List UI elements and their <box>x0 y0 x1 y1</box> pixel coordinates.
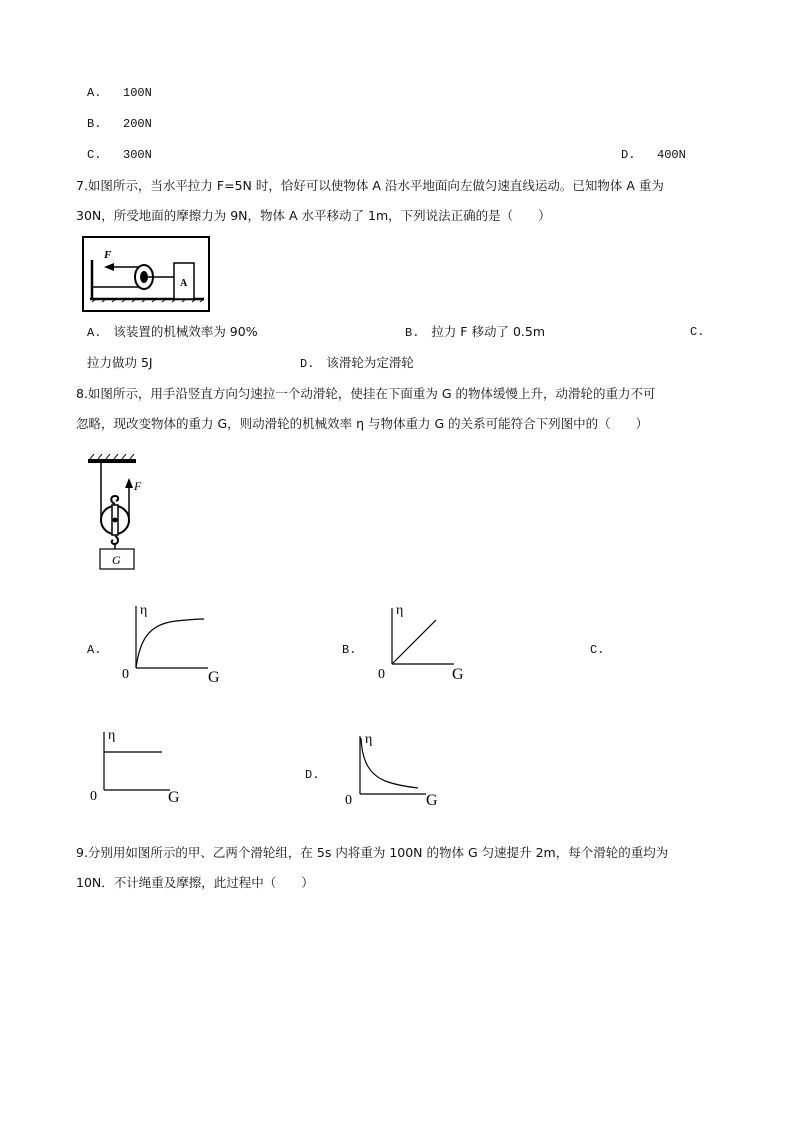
x-axis-label: G <box>168 789 180 806</box>
q8-option-b: B. <box>342 643 357 657</box>
q7-stem-line2: 30N，所受地面的摩擦力为 9N，物体 A 水平移动了 1m，下列说法正确的是（ ） <box>76 208 551 223</box>
q8-graph-a <box>116 598 228 688</box>
origin-label: 0 <box>345 793 352 808</box>
q9-stem-line2: 10N．不计绳重及摩擦，此过程中（ ） <box>76 875 314 890</box>
q8-stem-line1: 8.如图所示，用手沿竖直方向匀速拉一个动滑轮，使挂在下面重为 G 的物体缓慢上升，动滑轮的重力不可 <box>76 386 656 401</box>
q6-option-d: D. 400N <box>621 148 686 162</box>
q7-force-label: F <box>104 249 112 261</box>
q8-option-d: D. <box>305 768 320 782</box>
y-axis-label: η <box>140 603 148 618</box>
q7-option-c-text: 拉力做功 5J <box>87 355 153 370</box>
q8-stem-line2: 忽略，现改变物体的重力 G，则动滑轮的机械效率 η 与物体重力 G 的关系可能符合下列图中的（ ） <box>76 416 649 431</box>
q6-option-a: A. 100N <box>87 86 152 100</box>
q8-graph-c <box>86 724 198 810</box>
origin-label: 0 <box>90 789 97 804</box>
q8-force-label: F <box>134 479 142 493</box>
q7-stem-line1: 7.如图所示，当水平拉力 F=5N 时，恰好可以使物体 A 沿水平地面向左做匀速直线运动。已知物体 A 重为 <box>76 178 664 193</box>
q9-stem-line1: 9.分别用如图所示的甲、乙两个滑轮组，在 5s 内将重为 100N 的物体 G 匀速提升 2m，每个滑轮的重均为 <box>76 845 669 860</box>
origin-label: 0 <box>122 667 129 682</box>
y-axis-label: η <box>365 732 373 747</box>
x-axis-label: G <box>208 669 220 686</box>
q7-option-c-letter: C. <box>690 325 705 339</box>
q8-option-c: C. <box>590 643 605 657</box>
q7-pulley-figure <box>82 236 210 312</box>
q8-movable-pulley-figure <box>86 454 154 574</box>
q8-graph-d <box>340 728 452 814</box>
q7-option-a: A. 该装置的机械效率为 90% <box>87 324 258 340</box>
x-axis-label: G <box>452 666 464 683</box>
y-axis-label: η <box>108 728 116 743</box>
origin-label: 0 <box>378 667 385 682</box>
q7-block-label: A <box>180 278 188 289</box>
q6-option-c: C. 300N <box>87 148 152 162</box>
q8-option-a: A. <box>87 643 102 657</box>
q8-graph-b <box>372 598 484 688</box>
q7-option-d: D. 该滑轮为定滑轮 <box>300 355 414 371</box>
q8-weight-label: G <box>112 553 121 567</box>
y-axis-label: η <box>396 603 404 618</box>
x-axis-label: G <box>426 792 438 809</box>
q7-option-b: B. 拉力 F 移动了 0.5m <box>405 324 545 340</box>
q6-option-b: B. 200N <box>87 117 152 131</box>
